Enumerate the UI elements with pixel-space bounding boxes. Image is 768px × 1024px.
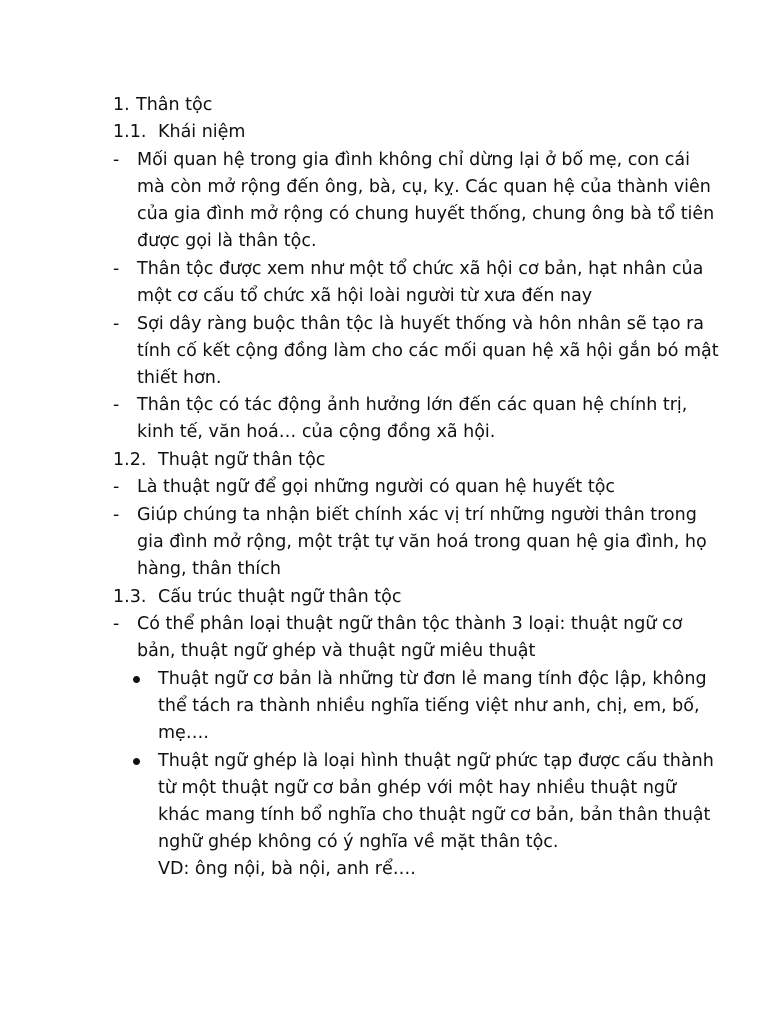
bullet-item-text: từ một thuật ngữ cơ bản ghép với một hay nhiều thuật ngữ [158,778,677,798]
dash-marker: - [113,477,120,497]
heading-text: Thân tộc [136,95,213,115]
list-item-text: Có thể phân loại thuật ngữ thân tộc thành 3 loại: thuật ngữ cơ [137,614,683,634]
list-item-text: Giúp chúng ta nhận biết chính xác vị trí những người thân trong [137,505,697,525]
list-item-text: Là thuật ngữ để gọi những người có quan hệ huyết tộc [137,477,616,497]
heading-number: 1.3. [113,587,147,607]
dash-marker: - [113,314,120,334]
list-item-text: Thân tộc có tác động ảnh hưởng lớn đến các quan hệ chính trị, [137,395,688,415]
bullet-item-text: Thuật ngữ cơ bản là những từ đơn lẻ mang tính độc lập, không [158,669,707,689]
dash-marker: - [113,150,120,170]
bullet-dot-icon [133,758,140,765]
bullet-dot-icon [133,676,140,683]
heading-text: Thuật ngữ thân tộc [158,450,326,470]
heading-text: Cấu trúc thuật ngữ thân tộc [158,587,402,607]
heading-number: 1.1. [113,122,147,142]
bullet-item-text: Thuật ngữ ghép là loại hình thuật ngữ phức tạp được cấu thành [158,751,714,771]
list-item-text: tính cố kết cộng đồng làm cho các mối quan hệ xã hội gắn bó mật [137,341,719,361]
list-item-text: gia đình mở rộng, một trật tự văn hoá trong quan hệ gia đình, họ [137,532,707,552]
bullet-item-text: khác mang tính bổ nghĩa cho thuật ngữ cơ bản, bản thân thuật [158,805,711,825]
list-item-text: của gia đình mở rộng có chung huyết thống, chung ông bà tổ tiên [137,204,715,224]
bullet-item-text: nghữ ghép không có ý nghĩa về mặt thân tộc. [158,832,559,852]
list-item-text: thiết hơn. [137,368,222,388]
list-item-text: mà còn mở rộng đến ông, bà, cụ, kỵ. Các quan hệ của thành viên [137,177,711,197]
list-item-text: hàng, thân thích [137,559,281,579]
list-item-text: Sợi dây ràng buộc thân tộc là huyết thống và hôn nhân sẽ tạo ra [137,314,705,334]
dash-marker: - [113,505,120,525]
dash-marker: - [113,395,120,415]
bullet-item-text: thể tách ra thành nhiều nghĩa tiếng việt như anh, chị, em, bố, [158,696,700,716]
heading-text: Khái niệm [158,122,246,142]
list-item-text: một cơ cấu tổ chức xã hội loài người từ xưa đến nay [137,286,593,306]
list-item-text: được gọi là thân tộc. [137,231,317,251]
heading-number: 1. [113,95,130,115]
dash-marker: - [113,259,120,279]
list-item-text: Thân tộc được xem như một tổ chức xã hội cơ bản, hạt nhân của [137,259,704,279]
bullet-item-text: mẹ…. [158,723,209,743]
list-item-text: Mối quan hệ trong gia đình không chỉ dừng lại ở bố mẹ, con cái [137,150,690,170]
list-item-text: bản, thuật ngữ ghép và thuật ngữ miêu thuật [137,641,536,661]
list-item-text: kinh tế, văn hoá… của cộng đồng xã hội. [137,422,496,442]
dash-marker: - [113,614,120,634]
bullet-item-text: VD: ông nội, bà nội, anh rể…. [158,859,416,879]
heading-number: 1.2. [113,450,147,470]
